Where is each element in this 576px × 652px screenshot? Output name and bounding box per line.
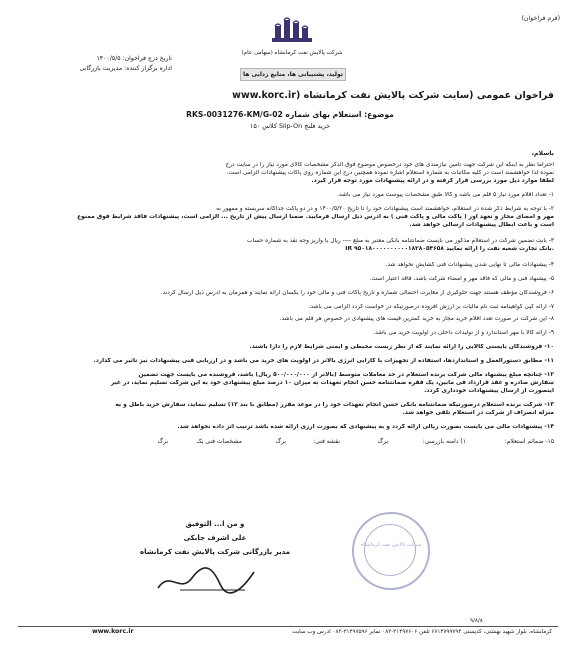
company-logo (263, 16, 321, 48)
body-line: ۳- بابت تضمین شرکت در استعلام مذکور می بایست ضمانتنامه بانکی معتبر به مبلغ ---- ریال یا واریز وجه نقد به شماره حساب (246, 238, 554, 244)
body-line: ۱۱- مطابق دستورالعمل و استانداردها، استفاده از تجهیزات با کارآیی انرژی بالاتر در اولویت های خرید می باشد و در ارزیابی فنی پیشنهادات نیز تاثیر می گذارد. (93, 358, 554, 364)
subject-subline: خرید فلنج Slip-On کلاس ۱۵۰ (249, 122, 331, 130)
attachment-unit: برگ (377, 438, 388, 445)
signer-name: علی اشرف جابکی (183, 534, 247, 542)
body-line: ۲- با توجه به شرایط ذکر شده در استعلام، خواهشمند است پیشنهادات خود را تا تاریخ ۱۴۰۰/۵/۲۰ و در دو پاکت جداگانه سربسته و ممهور به (216, 206, 554, 212)
body-line: IR ۹۵۰۱۸۰۰۰۰۰۰۰۰۰۰۱۸۲۸۰۵۴۶۵۸ بانک تجارت شعبه نفت را ارائه نمایید. (345, 246, 554, 252)
body-line: مهر و امضای مجاز و تعهد آور ( پاکت مالی و پاکت فنی ) به آدرس ذیل ارسال فرمایید. ضمناً ارسال پیش از تاریخ ... الزامی است، پیشنهادات فاقد شرایط فوق ممنوع (77, 214, 554, 220)
body-line: ۱۲- چنانچه مبلغ پیشنهاد مالی شرکت برنده استعلام در حد معاملات متوسط (بالاتر از ۵۰۰/۰۰۰/۰۰۰ ریال) باشد، فروشنده می بایست جهت تضمین (138, 372, 554, 378)
body-line: ۴- پیشنهادات مالی تا نهایی شدن پیشنهادات فنی گشایش نخواهد شد. (385, 262, 554, 268)
attachments-label: ۱۵- ضمائم استعلام: (504, 438, 554, 445)
company-stamp: شرکت پالایش نفت کرمانشاه (352, 512, 430, 590)
body-line: است و باعث ابطال پیشنهادات ارسالی خواهد شد. (409, 222, 554, 228)
attachment-unit: برگ (157, 438, 168, 445)
signer-title: مدیر بازرگانی شرکت پالایش نفت کرمانشاه (140, 548, 290, 556)
body-line: لطفا موارد ذیل مورد بررسی قرار گرفته و در ارائه پیشنهادات مورد توجه قرار گیرد. (311, 178, 554, 184)
attachment-scope: ۱) دامنه بازرسی: (422, 438, 466, 445)
form-label: (فرم فراخوان) (521, 15, 560, 22)
footer-code: ۹/۸/۸ (470, 618, 483, 624)
body-line: ۱۳- شرکت برنده استعلام درصورتیکه ضمانتنامه بانکی حسن انجام تعهدات خود را در موعد مقرر (مطابق با بند ۱۲) تسلیم ننماید، سفارش خرید باطل و به (115, 402, 554, 408)
body-line: ۹- ارائه کالا با مهر استاندارد و از تولیدات داخلی در اولویت خرید می باشد. (373, 330, 554, 336)
body-line: ۱۴- پیشنهادات مالی می بایست بصورت ریالی ارائه گردد و به پیشنهادی که بصورت ارزی ارائه شده باشد ترتیب اثر داده نخواهد شد. (177, 424, 554, 430)
attachment-drawing: نقشه فنی: (313, 438, 340, 445)
attachment-unit: برگ (275, 438, 286, 445)
handwritten-signature (150, 560, 270, 600)
body-line: ۵- پیشنهاد فنی و مالی که فاقد مهر و امضاء شرکت باشد، فاقد اعتبار است. (369, 276, 554, 282)
subject-line: موضوع: استعلام بهای شماره RKS-0031276-KM/G-02 (186, 110, 394, 119)
closing: و من ا... التوفیق (185, 520, 245, 528)
footer-divider (18, 626, 558, 627)
page-title: فراخوان عمومی (سایت شرکت پالایش نفت کرمانشاه (www.korc.ir (232, 90, 554, 101)
body-line: ۱۰- فروشندگان بایستی کالایی را ارائه نمایند که از نظر زیست محیطی و ایمنی شرایط لازم را دارا باشند. (249, 344, 554, 350)
greeting: باسلام، (531, 150, 554, 157)
attachment-spec: مشخصات فنی یک (196, 438, 242, 445)
logo-caption: شرکت پالایش نفت کرمانشاه (سهامی عام) (241, 50, 343, 56)
header-banner: تولید، پشتیبانی ها، منابع زدایی ها (240, 68, 346, 81)
body-line: احتراماً نظر به اینکه این شرکت جهت تأمین نیازمندی های خود درخصوص موضوع فوق الذکر مشخصات کالای مورد نیاز را در سایت درج (225, 162, 554, 168)
body-line: منزله انصراف از شرکت در استعلام تلقی خواهد شد. (402, 410, 554, 416)
body-line: سفارش صادره و عقد قرارداد فی مابین، یک فقره ضمانتنامه حسن انجام تعهدات به میزان ۱۰ درصد مبلغ پیشنهادی خود به این شرکت تسلیم نماید، در غیر (110, 380, 554, 386)
body-line: اینصورت از ارسال پیشنهادات خودداری گردد. (424, 388, 554, 394)
body-line: ۷- ارائه کپی گواهینامه ثبت نام مالیات بر ارزش افزوده درصورتیکه در خواست گردد الزامی می باشد. (308, 304, 554, 310)
body-line: ۶- فروشندگان مؤظف هستند جهت جلوگیری از مغایرت احتمالی شماره و تاریخ پاکات فنی و مالی خود را یکسان ارائه نمایند و همزمان به آدرس ذیل ارسال کردند. (160, 290, 554, 296)
body-line: نموده لذا خواهشمند است در کلیه مکاتبات به شماره استعلام اشاره نموده همچنین درج این شماره روی پاکات پیشنهادات الزامی است. (226, 170, 554, 176)
footer-address: کرمانشاه، بلوار شهید بهشتی، کدپستی ۶۷۱۴۷۹۹۷۹۴ تلفن ۳۱۴۹۷۶۰۶-۰۸۳ نمابر ۳۱۴۹۷۵۹۶-۰۸۳ آدرس وب سایت (292, 629, 552, 635)
footer-url: www.korc.ir (92, 628, 134, 635)
body-line: ۱- تعداد اقلام مورد نیاز ۵ قلم می باشد و کالا طبق مشخصات پیوست مورد نیاز می باشد. (337, 192, 554, 198)
org-label: اداره برگزار کننده: مدیریت بازرگانی (79, 65, 172, 72)
date-label: تاریخ درج فراخوان: ۱۴۰۰/۵/۵ (96, 55, 172, 62)
body-line: ۸- این شرکت در صورت تعدد اقلام خرید مجاز به خرید کمترین قیمت های پیشنهادی در خصوص هر قلم می باشد. (279, 316, 554, 322)
